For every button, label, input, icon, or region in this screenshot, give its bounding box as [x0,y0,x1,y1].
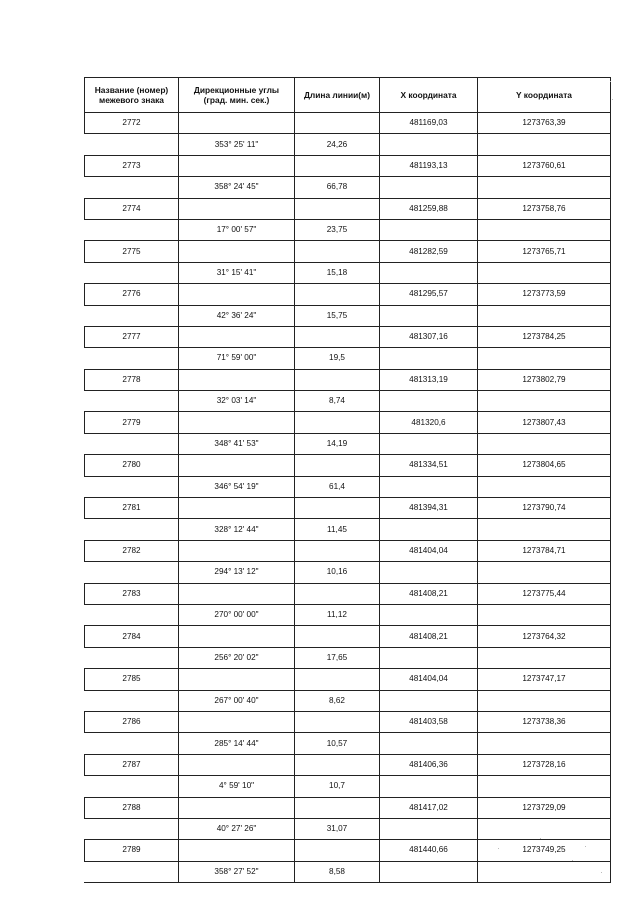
point-name-cell: 2783 [85,583,179,604]
empty-angle-cell [179,241,295,262]
direction-angle-cell: 353° 25' 11" [179,134,295,155]
y-coordinate-cell: 1273763,39 [478,113,611,134]
line-length-cell: 15,75 [295,305,380,326]
empty-x-cell [380,818,478,839]
empty-angle-cell [179,155,295,176]
empty-name-cell [85,219,179,240]
point-row [85,583,611,604]
coordinates-sheet [84,77,610,883]
line-length-cell: 15,18 [295,262,380,283]
empty-x-cell [380,776,478,797]
empty-name-cell [85,391,179,412]
point-row [85,797,611,818]
x-coordinate-cell: 481404,04 [380,540,478,561]
empty-x-cell [380,562,478,583]
header-point-name: Название (номер) межевого знака [85,78,179,113]
line-length-cell: 11,12 [295,604,380,625]
empty-x-cell [380,262,478,283]
empty-y-cell [478,604,611,625]
y-coordinate-cell: 1273764,32 [478,626,611,647]
point-row [85,455,611,476]
empty-x-cell [380,305,478,326]
y-coordinate-cell: 1273758,76 [478,198,611,219]
point-row [85,412,611,433]
segment-row [85,391,611,412]
empty-angle-cell [179,326,295,347]
y-coordinate-cell: 1273775,44 [478,583,611,604]
empty-length-cell [295,669,380,690]
empty-y-cell [478,519,611,540]
direction-angle-cell: 346° 54' 19" [179,476,295,497]
empty-x-cell [380,690,478,711]
segment-row [85,776,611,797]
x-coordinate-cell: 481403,58 [380,711,478,732]
empty-x-cell [380,733,478,754]
empty-name-cell [85,604,179,625]
y-coordinate-cell: 1273749,25 [478,840,611,861]
empty-y-cell [478,690,611,711]
line-length-cell: 14,19 [295,433,380,454]
point-name-cell: 2779 [85,412,179,433]
empty-angle-cell [179,540,295,561]
segment-row [85,519,611,540]
empty-angle-cell [179,198,295,219]
empty-x-cell [380,219,478,240]
x-coordinate-cell: 481313,19 [380,369,478,390]
line-length-cell: 19,5 [295,348,380,369]
x-coordinate-cell: 481282,59 [380,241,478,262]
segment-row [85,348,611,369]
x-coordinate-cell: 481295,57 [380,284,478,305]
direction-angle-cell: 294° 13' 12" [179,562,295,583]
point-name-cell: 2775 [85,241,179,262]
segment-row [85,690,611,711]
empty-y-cell [478,134,611,155]
direction-angle-cell: 31° 15' 41" [179,262,295,283]
empty-name-cell [85,134,179,155]
point-row [85,326,611,347]
empty-length-cell [295,284,380,305]
segment-row [85,476,611,497]
point-row [85,711,611,732]
empty-name-cell [85,519,179,540]
table-header-row [85,78,611,113]
empty-y-cell [478,219,611,240]
empty-angle-cell [179,797,295,818]
empty-length-cell [295,840,380,861]
y-coordinate-cell: 1273784,71 [478,540,611,561]
x-coordinate-cell: 481334,51 [380,455,478,476]
point-name-cell: 2788 [85,797,179,818]
empty-name-cell [85,647,179,668]
empty-length-cell [295,113,380,134]
empty-name-cell [85,177,179,198]
line-length-cell: 61,4 [295,476,380,497]
line-length-cell: 24,26 [295,134,380,155]
empty-length-cell [295,583,380,604]
point-row [85,498,611,519]
header-line-length: Длина линии(м) [295,78,380,113]
x-coordinate-cell: 481394,31 [380,498,478,519]
empty-length-cell [295,155,380,176]
empty-angle-cell [179,711,295,732]
segment-row [85,861,611,882]
point-row [85,540,611,561]
direction-angle-cell: 4° 59' 10" [179,776,295,797]
empty-length-cell [295,455,380,476]
point-row [85,284,611,305]
point-row [85,754,611,775]
line-length-cell: 8,74 [295,391,380,412]
point-name-cell: 2780 [85,455,179,476]
segment-row [85,177,611,198]
point-name-cell: 2789 [85,840,179,861]
line-length-cell: 23,75 [295,219,380,240]
x-coordinate-cell: 481307,16 [380,326,478,347]
empty-name-cell [85,305,179,326]
x-coordinate-cell: 481169,03 [380,113,478,134]
empty-x-cell [380,861,478,882]
empty-length-cell [295,412,380,433]
point-row [85,241,611,262]
x-coordinate-cell: 481404,04 [380,669,478,690]
direction-angle-cell: 285° 14' 44" [179,733,295,754]
direction-angle-cell: 256° 20' 02" [179,647,295,668]
segment-row [85,562,611,583]
empty-x-cell [380,433,478,454]
direction-angle-cell: 17° 00' 57" [179,219,295,240]
line-length-cell: 11,45 [295,519,380,540]
point-name-cell: 2774 [85,198,179,219]
empty-y-cell [478,818,611,839]
empty-y-cell [478,861,611,882]
point-name-cell: 2785 [85,669,179,690]
empty-angle-cell [179,669,295,690]
y-coordinate-cell: 1273804,65 [478,455,611,476]
line-length-cell: 10,57 [295,733,380,754]
x-coordinate-cell: 481406,36 [380,754,478,775]
y-coordinate-cell: 1273765,71 [478,241,611,262]
header-y-coordinate: Y координата [478,78,611,113]
empty-angle-cell [179,369,295,390]
point-name-cell: 2773 [85,155,179,176]
point-name-cell: 2777 [85,326,179,347]
empty-length-cell [295,498,380,519]
point-name-cell: 2776 [85,284,179,305]
direction-angle-cell: 40° 27' 26" [179,818,295,839]
direction-angle-cell: 270° 00' 00" [179,604,295,625]
point-name-cell: 2772 [85,113,179,134]
empty-y-cell [478,476,611,497]
direction-angle-cell: 42° 36' 24" [179,305,295,326]
empty-length-cell [295,198,380,219]
empty-y-cell [478,562,611,583]
empty-y-cell [478,348,611,369]
y-coordinate-cell: 1273729,09 [478,797,611,818]
x-coordinate-cell: 481440,66 [380,840,478,861]
point-row [85,840,611,861]
x-coordinate-cell: 481417,02 [380,797,478,818]
empty-angle-cell [179,583,295,604]
segment-row [85,818,611,839]
empty-name-cell [85,818,179,839]
empty-name-cell [85,733,179,754]
empty-angle-cell [179,412,295,433]
line-length-cell: 8,62 [295,690,380,711]
y-coordinate-cell: 1273738,36 [478,711,611,732]
empty-x-cell [380,476,478,497]
y-coordinate-cell: 1273790,74 [478,498,611,519]
table-body [85,113,611,883]
empty-y-cell [478,262,611,283]
line-length-cell: 17,65 [295,647,380,668]
direction-angle-cell: 358° 27' 52" [179,861,295,882]
direction-angle-cell: 267° 00' 40" [179,690,295,711]
x-coordinate-cell: 481408,21 [380,626,478,647]
empty-name-cell [85,776,179,797]
empty-y-cell [478,391,611,412]
point-row [85,626,611,647]
point-name-cell: 2784 [85,626,179,647]
line-length-cell: 10,16 [295,562,380,583]
y-coordinate-cell: 1273773,59 [478,284,611,305]
empty-length-cell [295,540,380,561]
empty-x-cell [380,604,478,625]
x-coordinate-cell: 481259,88 [380,198,478,219]
direction-angle-cell: 71° 59' 00" [179,348,295,369]
empty-name-cell [85,433,179,454]
y-coordinate-cell: 1273784,25 [478,326,611,347]
point-row [85,198,611,219]
segment-row [85,433,611,454]
point-row [85,155,611,176]
direction-angle-cell: 32° 03' 14" [179,391,295,412]
direction-angle-cell: 328° 12' 44" [179,519,295,540]
empty-angle-cell [179,840,295,861]
empty-angle-cell [179,498,295,519]
line-length-cell: 8,58 [295,861,380,882]
y-coordinate-cell: 1273760,61 [478,155,611,176]
x-coordinate-cell: 481193,13 [380,155,478,176]
empty-y-cell [478,647,611,668]
point-name-cell: 2782 [85,540,179,561]
empty-y-cell [478,433,611,454]
x-coordinate-cell: 481320,6 [380,412,478,433]
segment-row [85,647,611,668]
direction-angle-cell: 358° 24' 45" [179,177,295,198]
empty-name-cell [85,348,179,369]
empty-length-cell [295,326,380,347]
x-coordinate-cell: 481408,21 [380,583,478,604]
line-length-cell: 31,07 [295,818,380,839]
segment-row [85,219,611,240]
empty-length-cell [295,711,380,732]
empty-name-cell [85,861,179,882]
empty-y-cell [478,177,611,198]
empty-name-cell [85,562,179,583]
empty-y-cell [478,305,611,326]
empty-name-cell [85,476,179,497]
empty-length-cell [295,754,380,775]
segment-row [85,604,611,625]
empty-angle-cell [179,455,295,476]
point-row [85,113,611,134]
empty-x-cell [380,134,478,155]
y-coordinate-cell: 1273807,43 [478,412,611,433]
y-coordinate-cell: 1273802,79 [478,369,611,390]
empty-length-cell [295,797,380,818]
empty-length-cell [295,626,380,647]
empty-length-cell [295,369,380,390]
y-coordinate-cell: 1273728,16 [478,754,611,775]
segment-row [85,733,611,754]
empty-y-cell [478,733,611,754]
line-length-cell: 10,7 [295,776,380,797]
empty-x-cell [380,647,478,668]
boundary-table [84,77,611,883]
empty-x-cell [380,391,478,412]
header-direction-angle: Дирекционные углы (град. мин. сек.) [179,78,295,113]
segment-row [85,134,611,155]
empty-name-cell [85,262,179,283]
point-name-cell: 2778 [85,369,179,390]
empty-x-cell [380,519,478,540]
empty-x-cell [380,177,478,198]
empty-angle-cell [179,626,295,647]
point-name-cell: 2781 [85,498,179,519]
header-x-coordinate: X координата [380,78,478,113]
point-row [85,669,611,690]
line-length-cell: 66,78 [295,177,380,198]
point-name-cell: 2786 [85,711,179,732]
y-coordinate-cell: 1273747,17 [478,669,611,690]
empty-angle-cell [179,284,295,305]
segment-row [85,262,611,283]
empty-angle-cell [179,113,295,134]
segment-row [85,305,611,326]
empty-angle-cell [179,754,295,775]
point-row [85,369,611,390]
empty-length-cell [295,241,380,262]
empty-y-cell [478,776,611,797]
point-name-cell: 2787 [85,754,179,775]
direction-angle-cell: 348° 41' 53" [179,433,295,454]
empty-name-cell [85,690,179,711]
empty-x-cell [380,348,478,369]
